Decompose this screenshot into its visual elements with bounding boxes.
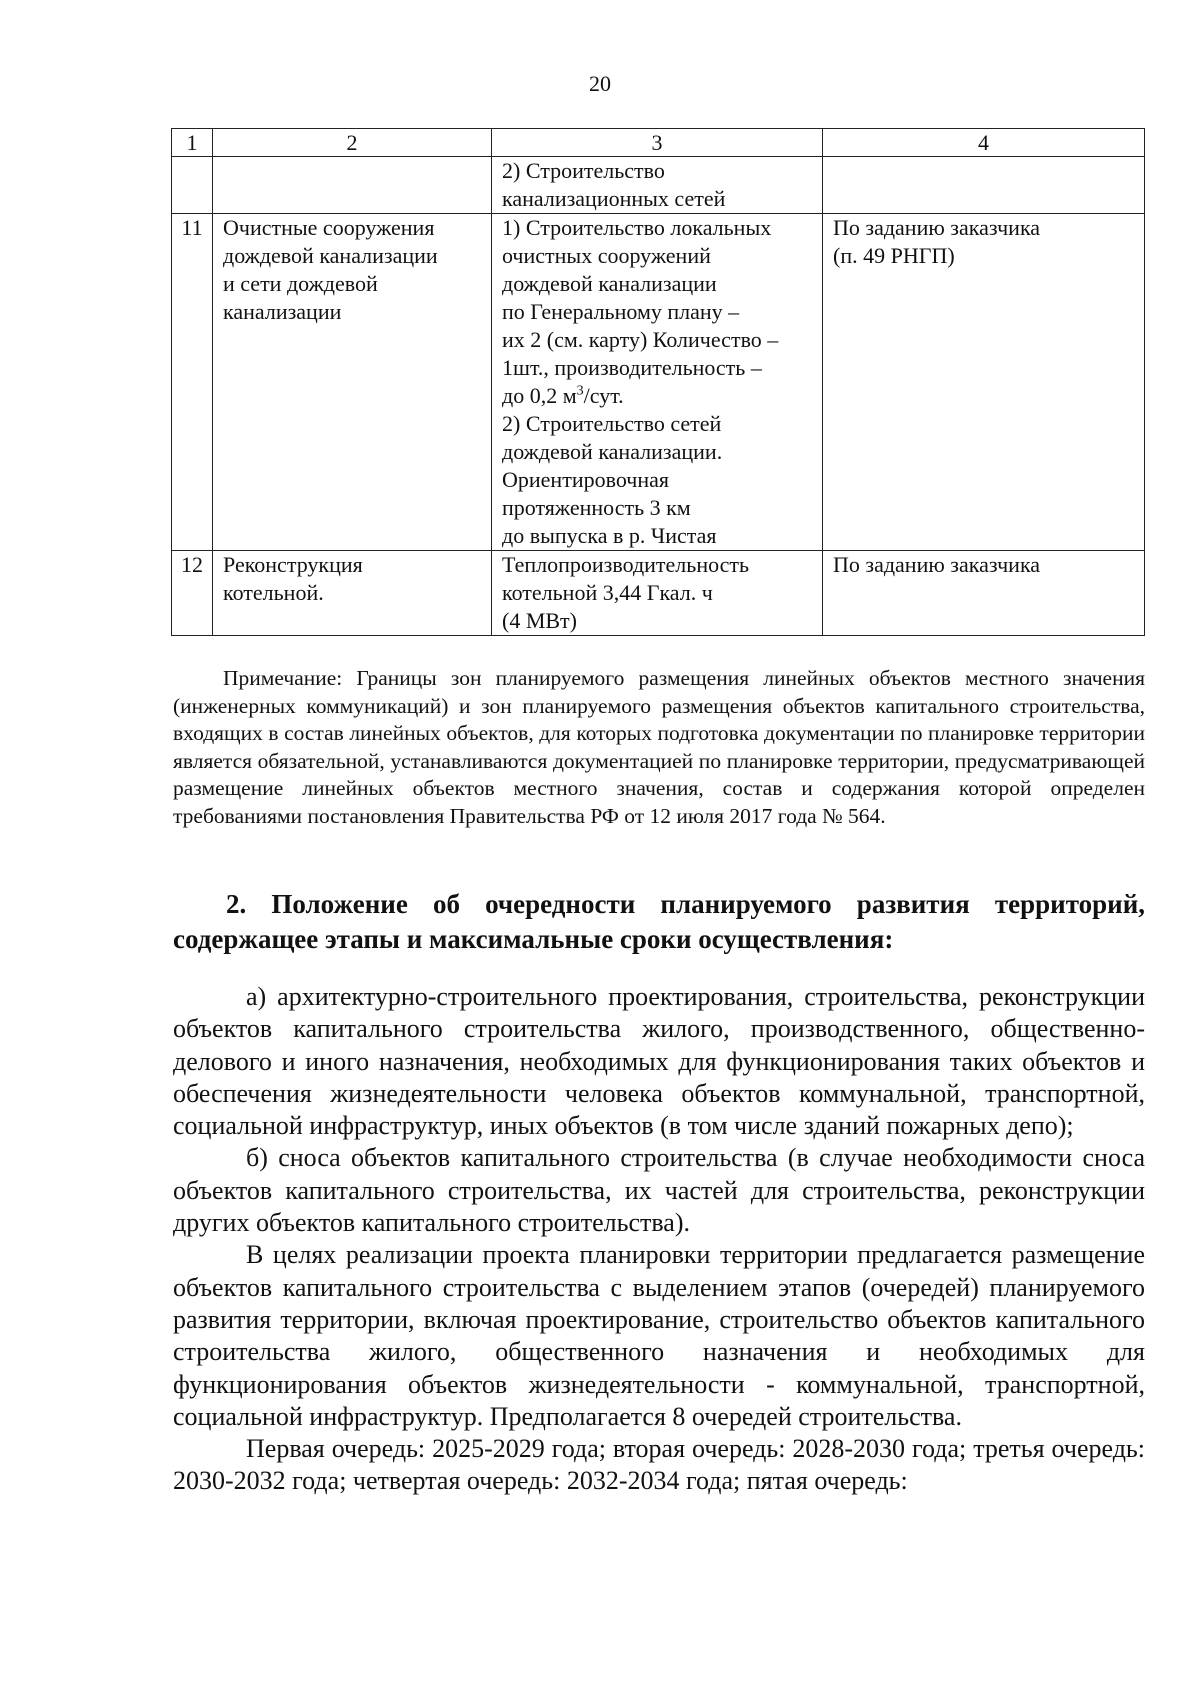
row-number: 11 xyxy=(172,214,213,551)
table-row xyxy=(172,214,1145,551)
table-header-cell: 3 xyxy=(492,129,823,157)
volume-superscript: 3 xyxy=(576,383,584,399)
page-number: 20 xyxy=(589,71,611,96)
section-heading xyxy=(173,887,1145,957)
cell-line: их 2 (см. карту) Количество – xyxy=(502,327,779,352)
cell-line: канализации xyxy=(223,299,342,324)
cell-line: 2) Строительство сетей xyxy=(502,411,722,436)
cell-line: Реконструкция xyxy=(223,552,363,577)
table-row xyxy=(172,157,1145,214)
cell-line: протяженность 3 км xyxy=(502,495,691,520)
cell-line: и сети дождевой xyxy=(223,271,378,296)
cell-line: дождевой канализации xyxy=(502,271,717,296)
table-cell xyxy=(492,157,823,214)
description-cell xyxy=(492,551,823,636)
basis-cell xyxy=(823,551,1145,636)
cell-line: Теплопроизводительность xyxy=(502,552,750,577)
cell-line: По заданию заказчика xyxy=(833,552,1041,577)
cell-line: (п. 49 РНГП) xyxy=(833,243,955,268)
body-paragraph: а) архитектурно-строительного проектирования, строительства, реконструкции объектов капитального строительства жилого, производственного, общественно-делового и иного назначения, необходимых для функционирования таких объектов и обеспечения жизнедеятельности человека объектов коммунальной, транспортной, социальной инфраструктур, иных объектов (в том числе зданий пожарных депо); xyxy=(173,982,1145,1141)
object-name-cell xyxy=(213,214,492,551)
cell-line: Ориентировочная xyxy=(502,467,669,492)
table-header-row xyxy=(172,129,1145,157)
table-cell xyxy=(823,157,1145,214)
section-heading-text: 2. Положение об очередности планируемого развития территорий, содержащее этапы и максимальные сроки осуществления: xyxy=(173,889,1145,954)
row-number: 12 xyxy=(172,551,213,636)
table-cell xyxy=(172,157,213,214)
table-header-cell: 2 xyxy=(213,129,492,157)
table-header-cell: 1 xyxy=(172,129,213,157)
cell-line: 2) Строительство xyxy=(502,158,665,183)
cell-line: дождевой канализации xyxy=(223,243,438,268)
table-row xyxy=(172,551,1145,636)
objects-table xyxy=(171,128,1145,636)
description-cell xyxy=(492,214,823,551)
cell-line: По заданию заказчика xyxy=(833,215,1041,240)
table-note xyxy=(173,665,1145,830)
cell-line: очистных сооружений xyxy=(502,243,711,268)
cell-line: (4 МВт) xyxy=(502,608,578,633)
table-header-cell: 4 xyxy=(823,129,1145,157)
table-cell xyxy=(213,157,492,214)
volume-prefix: до 0,2 м xyxy=(502,383,577,408)
body-paragraph: б) сноса объектов капитального строительства (в случае необходимости сноса объектов капитального строительства, их частей для строительства, реконструкции других объектов капитального строительства). xyxy=(173,1143,1145,1238)
volume-suffix: /сут. xyxy=(583,383,624,408)
cell-line: котельной. xyxy=(223,580,324,605)
cell-line: дождевой канализации. xyxy=(502,439,723,464)
cell-line: Очистные сооружения xyxy=(223,215,435,240)
section-body xyxy=(173,981,1145,1498)
body-paragraph: Первая очередь: 2025-2029 года; вторая очередь: 2028-2030 года; третья очередь: 2030-2032 года; четвертая очередь: 2032-2034 года; пятая очередь: xyxy=(173,1434,1145,1496)
cell-line: канализационных сетей xyxy=(502,186,726,211)
cell-line: 1шт., производительность – xyxy=(502,355,762,380)
cell-line: до выпуска в р. Чистая xyxy=(502,523,717,548)
volume-line xyxy=(502,382,816,410)
object-name-cell xyxy=(213,551,492,636)
body-paragraph: В целях реализации проекта планировки территории предлагается размещение объектов капитального строительства с выделением этапов (очередей) планируемого развития территории, включая проектирование, строительство объектов капитального строительства жилого, общественного назначения и необходимых для функционирования объектов жизнедеятельности - коммунальной, транспортной, социальной инфраструктур. Предполагается 8 очередей строительства. xyxy=(173,1240,1145,1431)
cell-line: 1) Строительство локальных xyxy=(502,215,772,240)
cell-line: котельной 3,44 Гкал. ч xyxy=(502,580,713,605)
basis-cell xyxy=(823,214,1145,551)
cell-line: по Генеральному плану – xyxy=(502,299,740,324)
note-paragraph: Примечание: Границы зон планируемого размещения линейных объектов местного значения (инженерных коммуникаций) и зон планируемого размещения объектов капитального строительства, входящих в состав линейных объектов, для которых подготовка документации по планировке территории является обязательной, устанавливаются документацией по планировке территории, предусматривающей размещение линейных объектов местного значения, состав и содержания которой определен требованиями постановления Правительства РФ от 12 июля 2017 года № 564. xyxy=(173,666,1145,828)
